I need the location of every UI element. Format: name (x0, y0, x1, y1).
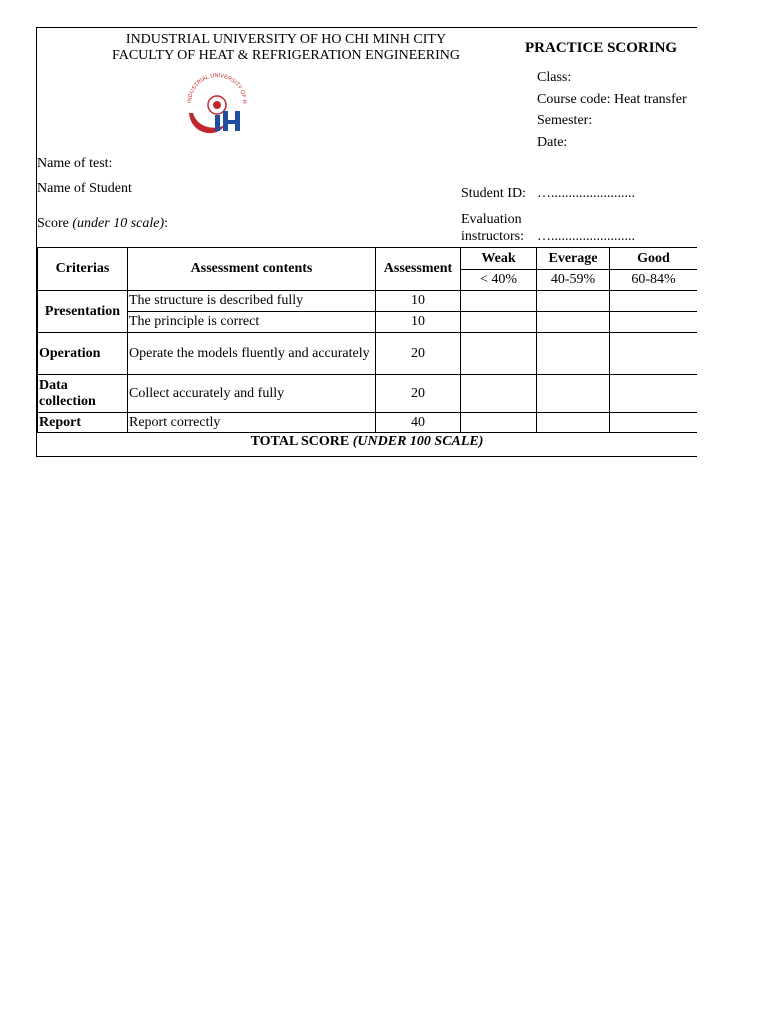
weak-score-cell[interactable] (461, 312, 537, 333)
good-score-cell[interactable] (610, 291, 698, 312)
criteria-cell: Data collection (38, 375, 128, 413)
evaluation-instructors-label: Evaluation instructors: (461, 212, 524, 244)
table-row (38, 375, 698, 413)
header-weak: Weak (461, 248, 537, 270)
content-cell: The principle is correct (128, 312, 376, 333)
table-row (38, 291, 698, 312)
good-score-cell[interactable] (610, 312, 698, 333)
table-row (38, 413, 698, 433)
date-label: Date: (537, 135, 568, 150)
range-weak: < 40% (461, 270, 537, 291)
criteria-cell: Operation (38, 333, 128, 375)
name-of-student-label: Name of Student (37, 181, 132, 196)
form-title: PRACTICE SCORING (525, 40, 678, 56)
header-assessment-contents: Assessment contents (128, 248, 376, 291)
weak-score-cell[interactable] (461, 413, 537, 433)
weak-score-cell[interactable] (461, 291, 537, 312)
points-cell: 20 (376, 375, 461, 413)
student-id-label: Student ID: (461, 186, 526, 201)
student-id-value: …........................ (537, 186, 635, 201)
criteria-cell: Presentation (38, 291, 128, 333)
content-cell: Operate the models fluently and accurately (128, 333, 376, 375)
svg-text:INDUSTRIAL UNIVERSITY OF HO CH: INDUSTRIAL UNIVERSITY OF H (186, 72, 248, 104)
course-code-label: Course code: Heat transfer (537, 92, 687, 107)
everage-score-cell[interactable] (537, 413, 610, 433)
name-of-test-label: Name of test: (37, 156, 113, 171)
good-score-cell[interactable] (610, 333, 698, 375)
header-assessment: Assessment (376, 248, 461, 291)
points-cell: 40 (376, 413, 461, 433)
university-name: INDUSTRIAL UNIVERSITY OF HO CHI MINH CITY (125, 32, 447, 47)
everage-score-cell[interactable] (537, 312, 610, 333)
header-criterias: Criterias (38, 248, 128, 291)
content-cell: The structure is described fully (128, 291, 376, 312)
header-good: Good (610, 248, 698, 270)
total-score-label: TOTAL SCORE (UNDER 100 SCALE) (250, 434, 484, 449)
score-label: Score (under 10 scale): (37, 216, 169, 231)
content-cell: Report correctly (128, 413, 376, 433)
university-header (73, 32, 499, 64)
assessment-table (37, 247, 697, 433)
range-good: 60-84% (610, 270, 698, 291)
scoring-form (36, 27, 697, 457)
evaluation-instructors-value: …........................ (537, 229, 635, 244)
table-row (38, 333, 698, 375)
header-everage: Everage (537, 248, 610, 270)
good-score-cell[interactable] (610, 375, 698, 413)
weak-score-cell[interactable] (461, 375, 537, 413)
faculty-name: FACULTY OF HEAT & REFRIGERATION ENGINEERING (111, 48, 461, 63)
good-score-cell[interactable] (610, 413, 698, 433)
criteria-cell: Report (38, 413, 128, 433)
semester-label: Semester: (537, 113, 593, 128)
range-everage: 40-59% (537, 270, 610, 291)
weak-score-cell[interactable] (461, 333, 537, 375)
class-label: Class: (537, 70, 572, 85)
table-row (38, 312, 698, 333)
content-cell: Collect accurately and fully (128, 375, 376, 413)
everage-score-cell[interactable] (537, 333, 610, 375)
points-cell: 10 (376, 312, 461, 333)
everage-score-cell[interactable] (537, 375, 610, 413)
university-logo (183, 69, 251, 139)
points-cell: 20 (376, 333, 461, 375)
points-cell: 10 (376, 291, 461, 312)
everage-score-cell[interactable] (537, 291, 610, 312)
